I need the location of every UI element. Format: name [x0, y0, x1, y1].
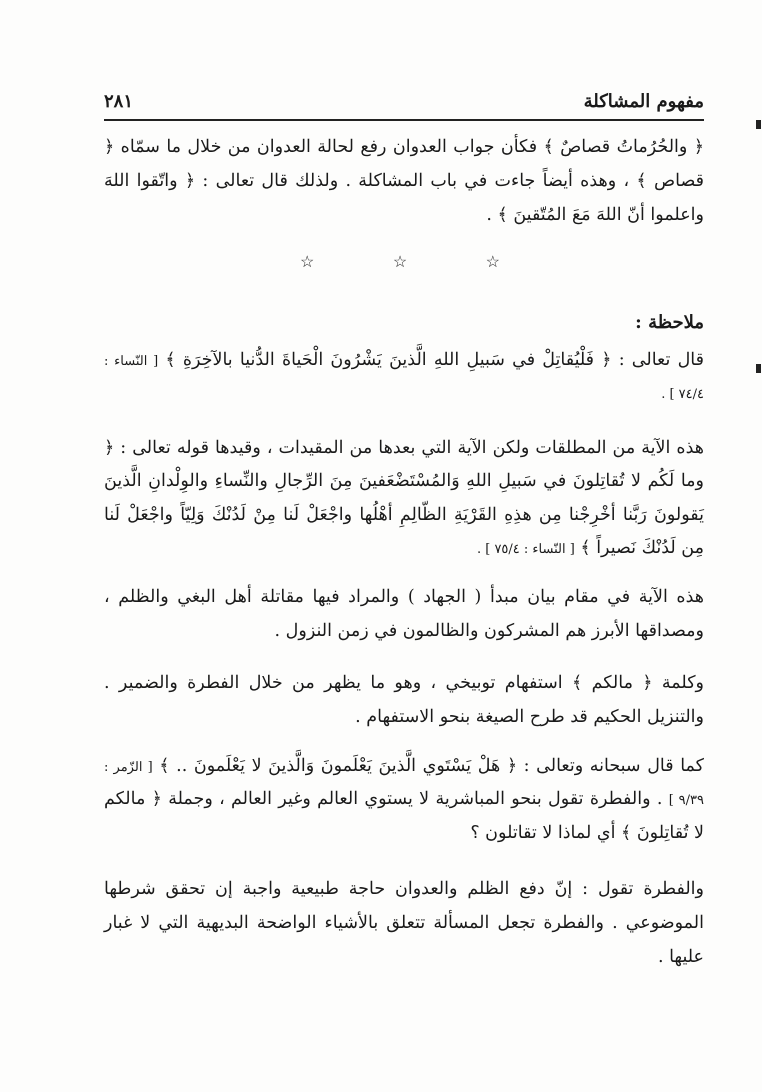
note-heading: ملاحظة : — [635, 312, 704, 333]
edge-mark-middle — [756, 364, 761, 373]
header-rule — [104, 119, 704, 121]
paragraph-1: ﴿ والحُرُماتُ قصاصٌ ﴾ فكأن جواب العدوان رفع لحالة العدوان من خلال ما سمّاه ﴿ قصاص ﴾ ، وهذه أيضاً جاءت في باب المشاكلة . ولذلك قال تعالى : ﴿ واتّقوا اللهَ واعلموا أنّ اللهَ مَعَ المُتّقينَ ﴾ . — [104, 137, 704, 226]
verse-reference: [ الزّمر : ٩/٣٩ ] — [104, 760, 704, 809]
paragraph-text-continued: . والفطرة تقول بنحو المباشرية لا يستوي العالم وغير العالم ، وجملة ﴿ مالكم لا تُقاتِلونَ ﴾ أي لماذا لا تقاتلون ؟ — [104, 789, 704, 843]
star-icon: ☆ — [300, 252, 315, 271]
edge-mark-top — [756, 120, 761, 129]
quran-quote: قال تعالى : ﴿ فَلْيُقاتِلْ في سَبيلِ اللهِ الَّذينَ يَشْرُونَ الْحَياةَ الدُّنيا بالآخِرَةِ ﴾ — [165, 350, 704, 370]
paragraph-5: وكلمة ﴿ مالكم ﴾ استفهام توبيخي ، وهو ما يظهر من خلال الفطرة والضمير . والتنزيل الحكيم قد طرح الصيغة بنحو الاستفهام . — [104, 673, 704, 728]
chapter-title: مفهوم المشاكلة — [583, 90, 704, 112]
paragraph-7: والفطرة تقول : إنّ دفع الظلم والعدوان حاجة طبيعية واجبة إن تحقق شرطها الموضوعي . والفطرة تجعل المسألة تتعلق بالأشياء الواضحة البديهية التي لا غبار عليها . — [104, 879, 704, 968]
paragraph-2 — [104, 344, 704, 411]
paragraph-6 — [104, 750, 704, 850]
paragraph-text: هذه الآية من المطلقات ولكن الآية التي بعدها من المقيدات ، وقيدها قوله تعالى : ﴿ وما لَكُم لا تُقاتِلونَ في سَبيلِ اللهِ وَالمُسْتَضْعَفينَ مِنَ الرِّجالِ والنِّساءِ والوِلْدانِ الَّذينَ يَقولونَ رَبَّنا أخْرِجْنا مِن هذِهِ القَرْيَةِ الظّالِمِ أهْلُها واجْعَلْ لَنا مِنْ لَدُنْكَ وَلِيّاً واجْعَلْ لَنا مِن لَدُنْكَ نَصيراً ﴾ — [104, 438, 704, 558]
running-header — [104, 86, 704, 116]
star-icon: ☆ — [392, 252, 408, 271]
page-number: ٢٨١ — [104, 90, 134, 112]
paragraph-3 — [104, 432, 704, 565]
paragraph-4: هذه الآية في مقام بيان مبدأ ( الجهاد ) والمراد فيها مقاتلة أهل البغي والظلم ، ومصداقها الأبرز هم المشركون والظالمون في زمن النزول . — [104, 587, 704, 642]
verse-reference: [ النّساء : ٧٥/٤ ] . — [476, 541, 575, 557]
star-icon: ☆ — [485, 252, 500, 271]
section-divider-stars — [300, 252, 500, 271]
verse-reference: [ النّساء : ٧٤/٤ ] . — [104, 354, 704, 403]
paragraph-text: كما قال سبحانه وتعالى : ﴿ هَلْ يَسْتَوي الَّذينَ يَعْلَمونَ وَالَّذينَ لا يَعْلَمونَ .. ﴾ — [159, 756, 704, 776]
